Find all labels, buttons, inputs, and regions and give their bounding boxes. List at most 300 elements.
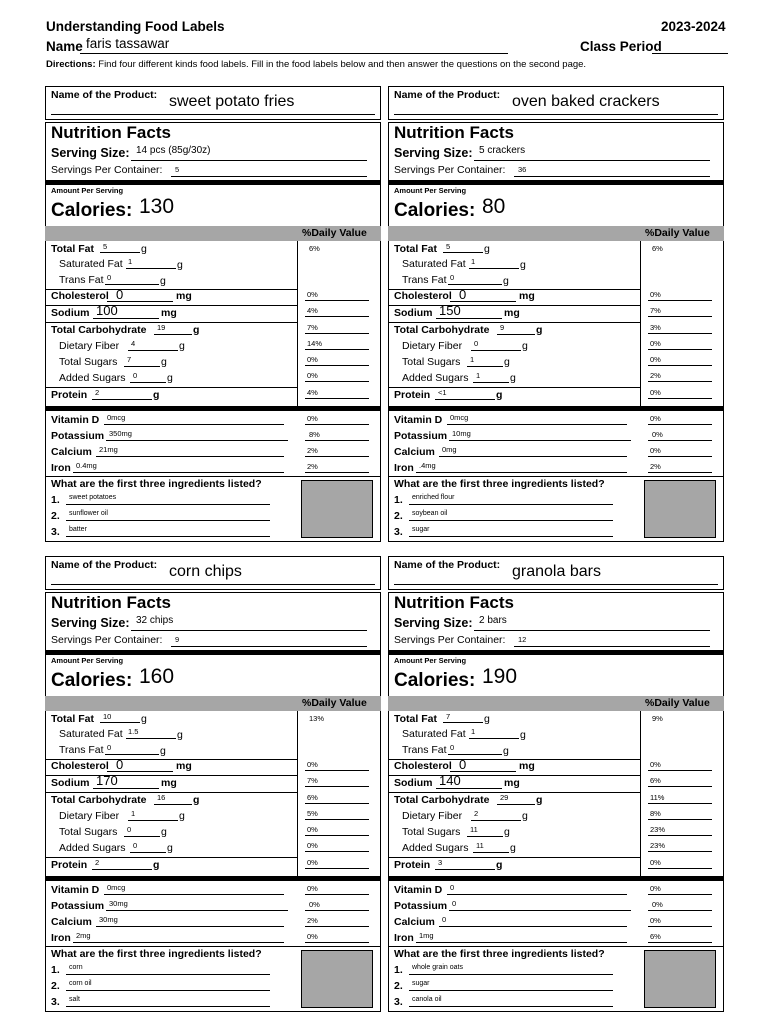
column-divider (297, 241, 298, 407)
calories-label: Calories: (51, 200, 133, 221)
g-unit: g (153, 859, 160, 871)
sugars-dv[interactable]: 0% (307, 355, 318, 364)
ingredient-3[interactable]: canola oil (412, 996, 442, 1003)
added-sugars-value[interactable]: 0 (133, 371, 138, 380)
cholesterol-dv[interactable]: 0% (650, 290, 661, 299)
thick-divider (388, 406, 724, 411)
mg-unit: mg (161, 307, 177, 319)
protein-value[interactable]: <1 (438, 388, 447, 397)
total-sugars-value[interactable]: 11 (470, 825, 478, 834)
sugars-line (124, 836, 160, 837)
ingredient-line (66, 974, 270, 975)
added-dv[interactable]: 0% (307, 371, 318, 380)
row-divider (45, 305, 297, 306)
ingredient-line (66, 536, 270, 537)
iron-label: Iron (51, 932, 71, 944)
total-carbohydrate-value[interactable]: 16 (157, 793, 166, 802)
added-dv[interactable]: 0% (307, 841, 318, 850)
saturated-fat-value[interactable]: 1.5 (128, 727, 139, 736)
sodium-value[interactable]: 150 (439, 303, 461, 318)
thick-divider (45, 650, 381, 655)
protein-line (435, 399, 495, 400)
dv-line (305, 894, 369, 895)
sodium-dv[interactable]: 7% (307, 776, 318, 785)
carb-line (154, 334, 192, 335)
servings-line (171, 646, 367, 647)
carb-dv[interactable]: 6% (307, 793, 318, 802)
g-unit: g (141, 243, 147, 255)
dv-line (648, 456, 712, 457)
serving-size-value[interactable]: 5 crackers (479, 145, 526, 156)
product-line (394, 114, 718, 115)
total-carbohydrate-label: Total Carbohydrate (394, 794, 490, 806)
iron-label: Iron (394, 462, 414, 474)
total-carbohydrate-value[interactable]: 29 (500, 793, 509, 802)
product-name[interactable]: oven baked crackers (512, 93, 660, 110)
product-name[interactable]: granola bars (512, 563, 601, 580)
added-dv[interactable]: 2% (650, 371, 661, 380)
nutrition-facts-title: Nutrition Facts (394, 123, 514, 142)
iron-dv[interactable]: 2% (307, 462, 318, 471)
sodium-dv[interactable]: 7% (650, 306, 661, 315)
row-divider (45, 387, 297, 388)
vitamin-d-label: Vitamin D (394, 884, 443, 896)
ingredient-1[interactable]: sweet potatoes (69, 494, 117, 501)
potassium-dv[interactable]: 0% (652, 430, 663, 439)
iron-line (416, 472, 627, 473)
calories-label: Calories: (51, 670, 133, 691)
daily-value-label: %Daily Value (302, 697, 367, 709)
amount-per-serving-label: Amount Per Serving (394, 186, 467, 195)
g-unit: g (520, 259, 526, 271)
saturated-fat-label: Saturated Fat (402, 728, 466, 740)
iron-line (73, 942, 284, 943)
vitamin-d-dv[interactable]: 0% (307, 414, 318, 423)
dietary-fiber-value[interactable]: 2 (474, 809, 479, 818)
potassium-dv[interactable]: 8% (309, 430, 320, 439)
servings-value[interactable]: 9 (175, 635, 180, 644)
calcium-value[interactable]: 0mg (442, 445, 457, 454)
saturated-fat-label: Saturated Fat (402, 258, 466, 270)
ingredient-1[interactable]: enriched flour (412, 494, 455, 501)
dv-line (648, 440, 712, 441)
dietary-fiber-value[interactable]: 4 (131, 339, 136, 348)
g-unit: g (536, 794, 543, 806)
dv-line (648, 424, 712, 425)
cholesterol-dv[interactable]: 0% (650, 760, 661, 769)
serving-size-label: Serving Size: (394, 146, 473, 160)
vitamin-d-dv[interactable]: 0% (307, 884, 318, 893)
class-period-label: Class Period (580, 39, 662, 54)
added-sugars-value[interactable]: 1 (476, 371, 481, 380)
cholesterol-value[interactable]: 0 (459, 757, 467, 772)
column-divider (297, 711, 298, 877)
cholesterol-line (450, 301, 516, 302)
protein-value[interactable]: 3 (438, 858, 443, 867)
saturated-fat-value[interactable]: 1 (471, 727, 476, 736)
fiber-dv[interactable]: 0% (650, 339, 661, 348)
g-unit: g (177, 259, 183, 271)
ingredients-question: What are the first three ingredients listed? (51, 948, 262, 960)
directions (46, 59, 586, 70)
total-fat-value[interactable]: 5 (103, 242, 108, 251)
trans-fat-value[interactable]: 0 (107, 743, 112, 752)
mg-unit: mg (519, 760, 535, 772)
ingredients-divider (45, 476, 381, 477)
sodium-value[interactable]: 170 (96, 773, 118, 788)
iron-dv[interactable]: 2% (650, 462, 661, 471)
mg-unit: mg (176, 290, 192, 302)
calcium-label: Calcium (51, 916, 92, 928)
directions-label: Directions: (46, 59, 96, 70)
vitamin-d-label: Vitamin D (394, 414, 443, 426)
calories-value[interactable]: 160 (139, 665, 175, 688)
ingredients-divider (45, 946, 381, 947)
dv-line (305, 398, 369, 399)
total-fat-line (443, 252, 483, 253)
calcium-dv[interactable]: 0% (650, 916, 661, 925)
ingredient-line (66, 990, 270, 991)
calcium-label: Calcium (394, 916, 435, 928)
trans-fat-value[interactable]: 0 (450, 273, 455, 282)
mg-unit: mg (504, 307, 520, 319)
potassium-value[interactable]: 0 (452, 899, 457, 908)
total-fat-label: Total Fat (51, 713, 94, 725)
potassium-line (449, 910, 631, 911)
calcium-line (96, 926, 284, 927)
iron-label: Iron (51, 462, 71, 474)
dv-line (648, 472, 712, 473)
cholesterol-dv[interactable]: 0% (307, 290, 318, 299)
cholesterol-dv[interactable]: 0% (307, 760, 318, 769)
sodium-line (436, 318, 502, 319)
cholesterol-value[interactable]: 0 (116, 757, 124, 772)
column-divider (640, 711, 641, 877)
product-label: Name of the Product: (51, 89, 158, 101)
ingredient-3[interactable]: salt (69, 996, 80, 1003)
dv-line (648, 333, 712, 334)
vitamin-d-dv[interactable]: 0% (650, 884, 661, 893)
cholesterol-label: Cholesterol (51, 760, 109, 772)
cholesterol-label: Cholesterol (394, 760, 452, 772)
trans-fat-value[interactable]: 0 (450, 743, 455, 752)
protein-value[interactable]: 2 (95, 388, 100, 397)
servings-line (171, 176, 367, 177)
ingredient-line (66, 504, 270, 505)
total-fat-value[interactable]: 5 (446, 242, 451, 251)
g-unit: g (496, 859, 503, 871)
ingredient-2[interactable]: corn oil (69, 980, 92, 987)
total-fat-dv[interactable]: 6% (309, 244, 320, 253)
nutrition-facts-title: Nutrition Facts (51, 123, 171, 142)
total-sugars-label: Total Sugars (59, 356, 118, 368)
iron-line (416, 942, 627, 943)
dv-line (648, 851, 712, 852)
calories-value[interactable]: 130 (139, 195, 175, 218)
sodium-line (93, 318, 159, 319)
vitamin-d-value[interactable]: 0 (450, 883, 455, 892)
g-unit: g (503, 275, 509, 287)
total-sugars-label: Total Sugars (402, 356, 461, 368)
dietary-fiber-label: Dietary Fiber (59, 810, 120, 822)
serving-size-line (474, 160, 710, 161)
potassium-dv[interactable]: 0% (309, 900, 320, 909)
total-sugars-value[interactable]: 0 (127, 825, 132, 834)
product-line (51, 584, 375, 585)
servings-line (514, 176, 710, 177)
g-unit: g (193, 794, 200, 806)
ingredient-3[interactable]: sugar (412, 526, 430, 533)
vitd-line (104, 424, 284, 425)
name-value: faris tassawar (86, 36, 170, 51)
row-divider (388, 322, 640, 323)
trans-fat-label: Trans Fat (402, 744, 447, 756)
total-fat-value[interactable]: 7 (446, 712, 451, 721)
dv-line (648, 894, 712, 895)
dv-line (648, 398, 712, 399)
name-field[interactable] (80, 53, 508, 54)
calories-label: Calories: (394, 670, 476, 691)
sat-fat-line (126, 268, 176, 269)
total-carbohydrate-value[interactable]: 9 (500, 323, 505, 332)
g-unit: g (536, 324, 543, 336)
sugars-dv[interactable]: 0% (650, 355, 661, 364)
serving-size-value[interactable]: 32 chips (136, 615, 174, 626)
iron-value[interactable]: 1mg (419, 931, 434, 940)
dv-line (305, 365, 369, 366)
trans-fat-value[interactable]: 0 (107, 273, 112, 282)
iron-line (73, 472, 284, 473)
product-name[interactable]: sweet potato fries (169, 93, 295, 110)
cholesterol-value[interactable]: 0 (116, 287, 124, 302)
row-divider (45, 322, 297, 323)
added-sugars-label: Added Sugars (402, 842, 469, 854)
ingredient-line (409, 504, 613, 505)
fiber-dv[interactable]: 5% (307, 809, 318, 818)
dv-line (305, 926, 369, 927)
trans-fat-label: Trans Fat (59, 274, 104, 286)
total-fat-dv[interactable]: 6% (652, 244, 663, 253)
serving-size-label: Serving Size: (51, 146, 130, 160)
sugars-dv[interactable]: 0% (307, 825, 318, 834)
g-unit: g (179, 340, 185, 352)
ingredient-2[interactable]: soybean oil (412, 510, 448, 517)
sugars-dv[interactable]: 23% (650, 825, 666, 834)
calcium-dv[interactable]: 0% (650, 446, 661, 455)
fiber-line (128, 820, 178, 821)
cholesterol-label: Cholesterol (51, 290, 109, 302)
protein-dv[interactable]: 0% (307, 858, 318, 867)
dv-line (305, 456, 369, 457)
potassium-line (449, 440, 631, 441)
dv-line (305, 851, 369, 852)
g-unit: g (510, 842, 516, 854)
food-label-card-3 (45, 556, 381, 1012)
calcium-dv[interactable]: 2% (307, 446, 318, 455)
protein-label: Protein (51, 859, 88, 871)
added-sugars-label: Added Sugars (59, 372, 126, 384)
product-line (51, 114, 375, 115)
ingredient-line (409, 520, 613, 521)
calories-value[interactable]: 190 (482, 665, 518, 688)
sodium-value[interactable]: 100 (96, 303, 118, 318)
serving-size-line (131, 160, 367, 161)
protein-dv[interactable]: 0% (650, 858, 661, 867)
directions-text: Find four different kinds food labels. Fill in the food labels below and then answer the questions on the second page. (98, 59, 587, 70)
ingredient-line (409, 974, 613, 975)
product-name[interactable]: corn chips (169, 563, 242, 580)
dietary-fiber-value[interactable]: 0 (474, 339, 479, 348)
protein-label: Protein (394, 859, 431, 871)
dv-line (305, 770, 369, 771)
carb-dv[interactable]: 11% (650, 793, 665, 802)
dv-line (305, 786, 369, 787)
g-unit: g (520, 729, 526, 741)
sodium-value[interactable]: 140 (439, 773, 461, 788)
ingredients-question: What are the first three ingredients listed? (394, 478, 605, 490)
serving-size-label: Serving Size: (394, 616, 473, 630)
sat-fat-line (126, 738, 176, 739)
ingredient-1[interactable]: whole grain oats (412, 964, 463, 971)
ingredient-2[interactable]: sunflower oil (69, 510, 108, 517)
total-sugars-value[interactable]: 1 (470, 355, 475, 364)
iron-value[interactable]: 2mg (76, 931, 91, 940)
amount-per-serving-label: Amount Per Serving (394, 656, 467, 665)
iron-dv[interactable]: 6% (650, 932, 661, 941)
servings-line (514, 646, 710, 647)
sodium-label: Sodium (394, 777, 433, 789)
carb-dv[interactable]: 3% (650, 323, 661, 332)
dv-line (648, 349, 712, 350)
thick-divider (45, 180, 381, 185)
potassium-label: Potassium (51, 430, 105, 442)
carb-dv[interactable]: 7% (307, 323, 318, 332)
potassium-label: Potassium (394, 900, 448, 912)
servings-per-container-label: Servings Per Container: (51, 634, 163, 646)
vitamin-d-value[interactable]: 0mcg (107, 413, 126, 422)
serving-size-value[interactable]: 2 bars (479, 615, 507, 626)
class-period-field[interactable] (652, 53, 728, 54)
row-divider (388, 792, 640, 793)
total-sugars-value[interactable]: 7 (127, 355, 132, 364)
iron-dv[interactable]: 0% (307, 932, 318, 941)
product-label: Name of the Product: (394, 559, 501, 571)
worksheet-title: Understanding Food Labels (46, 19, 225, 34)
iron-value[interactable]: .4mg (419, 461, 436, 470)
g-unit: g (496, 389, 503, 401)
calcium-value[interactable]: 21mg (99, 445, 118, 454)
ingredient-line (409, 1006, 613, 1007)
g-unit: g (167, 842, 173, 854)
dv-line (305, 472, 369, 473)
fiber-line (471, 820, 521, 821)
added-dv[interactable]: 23% (650, 841, 666, 850)
ingredient-number: 2. (51, 510, 60, 522)
saturated-fat-value[interactable]: 1 (128, 257, 133, 266)
dv-line (648, 786, 712, 787)
potassium-value[interactable]: 350mg (109, 429, 132, 438)
sodium-dv[interactable]: 4% (307, 306, 318, 315)
total-fat-label: Total Fat (394, 243, 437, 255)
g-unit: g (179, 810, 185, 822)
g-unit: g (193, 324, 200, 336)
dv-line (648, 770, 712, 771)
fiber-dv[interactable]: 14% (307, 339, 323, 348)
protein-dv[interactable]: 4% (307, 388, 318, 397)
vitamin-d-value[interactable]: 0mcg (107, 883, 126, 892)
protein-line (92, 869, 152, 870)
total-fat-value[interactable]: 10 (103, 712, 112, 721)
vitamin-d-value[interactable]: 0mcg (450, 413, 469, 422)
ingredient-2[interactable]: sugar (412, 980, 430, 987)
sugars-line (124, 366, 160, 367)
vitamin-d-dv[interactable]: 0% (650, 414, 661, 423)
added-line (473, 852, 509, 853)
g-unit: g (504, 826, 510, 838)
calcium-dv[interactable]: 2% (307, 916, 318, 925)
cholesterol-label: Cholesterol (394, 290, 452, 302)
dv-line (648, 835, 712, 836)
protein-value[interactable]: 2 (95, 858, 100, 867)
shaded-box (301, 480, 373, 538)
potassium-dv[interactable]: 0% (652, 900, 663, 909)
servings-value[interactable]: 36 (518, 165, 527, 174)
g-unit: g (510, 372, 516, 384)
ingredient-1[interactable]: corn (69, 964, 83, 971)
dietary-fiber-value[interactable]: 1 (131, 809, 136, 818)
calories-value[interactable]: 80 (482, 195, 506, 218)
g-unit: g (503, 745, 509, 757)
total-fat-dv[interactable]: 13% (309, 714, 325, 723)
shaded-box (644, 480, 716, 538)
calcium-value[interactable]: 30mg (99, 915, 118, 924)
sodium-label: Sodium (51, 307, 90, 319)
ingredients-divider (388, 946, 724, 947)
total-fat-line (443, 722, 483, 723)
potassium-value[interactable]: 10mg (452, 429, 471, 438)
sodium-dv[interactable]: 6% (650, 776, 661, 785)
ingredient-number: 2. (394, 980, 403, 992)
fiber-dv[interactable]: 8% (650, 809, 661, 818)
serving-size-line (474, 630, 710, 631)
serving-size-value[interactable]: 14 pcs (85g/30z) (136, 145, 211, 156)
row-divider (388, 305, 640, 306)
row-divider (45, 775, 297, 776)
dv-line (648, 381, 712, 382)
dv-line (305, 803, 369, 804)
mg-unit: mg (176, 760, 192, 772)
added-sugars-value[interactable]: 11 (476, 841, 484, 850)
total-carbohydrate-value[interactable]: 19 (157, 323, 166, 332)
saturated-fat-value[interactable]: 1 (471, 257, 476, 266)
fiber-line (128, 350, 178, 351)
servings-value[interactable]: 5 (175, 165, 180, 174)
total-fat-dv[interactable]: 9% (652, 714, 663, 723)
trans-fat-line (448, 284, 502, 285)
iron-label: Iron (394, 932, 414, 944)
ingredient-3[interactable]: batter (69, 526, 87, 533)
fiber-line (471, 350, 521, 351)
iron-value[interactable]: 0.4mg (76, 461, 97, 470)
potassium-value[interactable]: 30mg (109, 899, 128, 908)
protein-dv[interactable]: 0% (650, 388, 661, 397)
added-sugars-value[interactable]: 0 (133, 841, 138, 850)
servings-value[interactable]: 12 (518, 635, 527, 644)
carb-line (497, 334, 535, 335)
cholesterol-value[interactable]: 0 (459, 287, 467, 302)
dv-line (305, 316, 369, 317)
calcium-value[interactable]: 0 (442, 915, 447, 924)
